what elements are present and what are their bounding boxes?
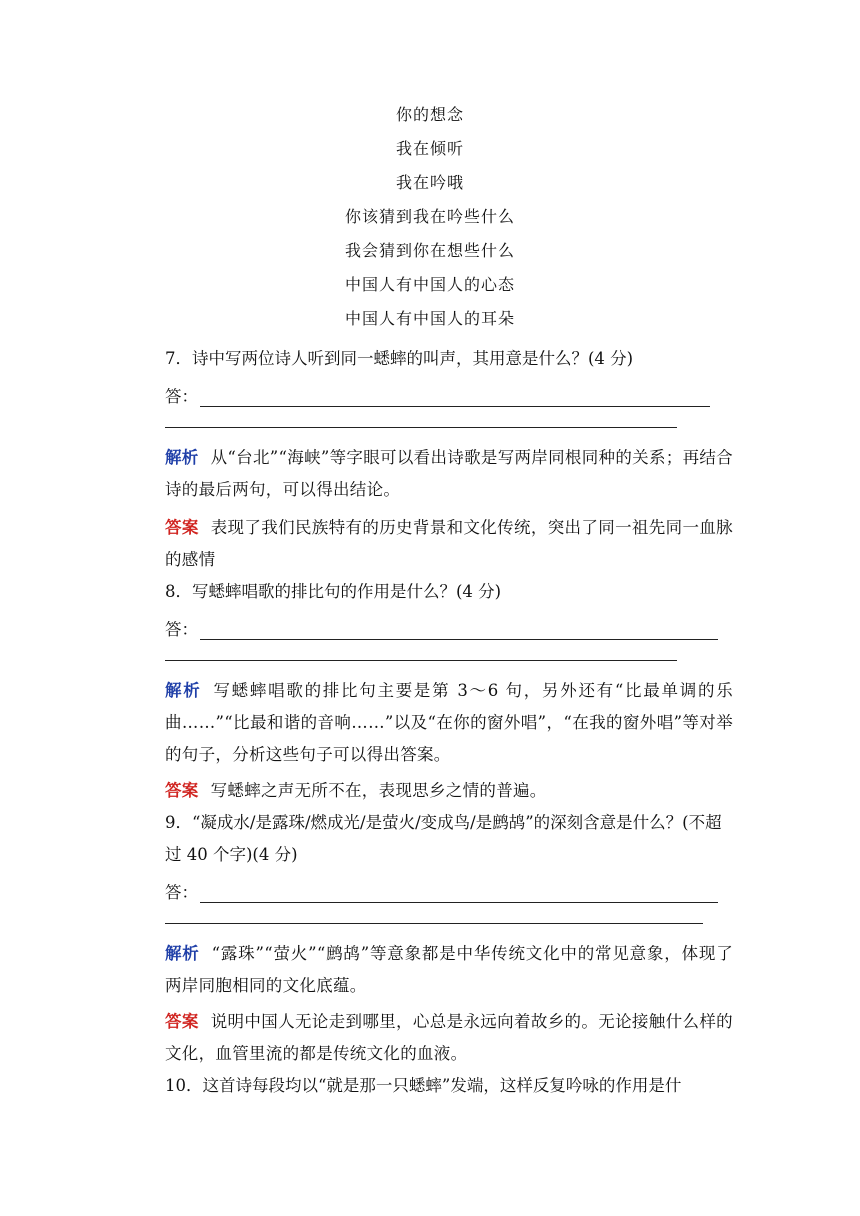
answer-tag: 答案	[165, 518, 199, 537]
analysis-label: 解析	[165, 681, 202, 700]
question-10: 10．这首诗每段均以“就是那一只蟋蟀”发端，这样反复吟咏的作用是什	[165, 1076, 682, 1095]
answer-text: 写蟋蟀之声无所不在，表现思乡之情的普遍。	[210, 781, 547, 800]
question-8: 8．写蟋蟀唱歌的排比句的作用是什么？(4 分)	[165, 582, 502, 601]
answer-text: 说明中国人无论走到哪里，心总是永远向着故乡的。无论接触什么样的文化，血管里流的都是传统文化的血液。	[165, 1012, 733, 1063]
answer-text: 表现了我们民族特有的历史背景和文化传统，突出了同一祖先同一血脉的感情	[165, 518, 733, 569]
answer-9	[165, 1006, 733, 1070]
answer-blank[interactable]	[200, 884, 718, 903]
answer-label: 答：	[165, 387, 198, 406]
analysis-text: 从“台北”“海峡”等字眼可以看出诗歌是写两岸同根同种的关系；再结合诗的最后两句，可以得出结论。	[165, 448, 733, 499]
poem-line: 中国人有中国人的耳朵	[344, 309, 515, 328]
answer-blank-2[interactable]	[165, 640, 677, 661]
answer-blank[interactable]	[200, 621, 718, 640]
analysis-text: “露珠”“萤火”“鹧鸪”等意象都是中华传统文化中的常见意象，体现了两岸同胞相同的文化底蕴。	[165, 944, 733, 995]
poem-line: 我会猜到你在想些什么	[344, 241, 515, 260]
analysis-label: 解析	[165, 944, 200, 963]
answer-7	[165, 512, 733, 576]
question-7: 7．诗中写两位诗人听到同一蟋蟀的叫声，其用意是什么？(4 分)	[165, 349, 634, 368]
answer-tag: 答案	[165, 1012, 199, 1031]
answer-line-8[interactable]	[165, 608, 733, 640]
answer-blank[interactable]	[200, 388, 710, 407]
analysis-text: 写蟋蟀唱歌的排比句主要是第 3～6 句，另外还有“比最单调的乐曲……”“比最和谐的音响……”以及“在你的窗外唱”，“在我的窗外唱”等对举的句子，分析这些句子可以得出答案。	[165, 681, 733, 764]
poem-line: 我在倾听	[395, 139, 464, 158]
answer-8	[165, 775, 733, 807]
poem-excerpt	[0, 102, 860, 340]
answer-label: 答：	[165, 883, 198, 902]
answer-label: 答：	[165, 620, 198, 639]
poem-line: 你的想念	[395, 105, 464, 124]
analysis-8	[165, 675, 733, 771]
poem-line: 中国人有中国人的心态	[344, 275, 515, 294]
answer-blank-2[interactable]	[165, 903, 703, 924]
answer-line-7[interactable]	[165, 375, 733, 407]
poem-line: 我在吟哦	[395, 173, 464, 192]
poem-line: 你该猜到我在吟些什么	[344, 207, 515, 226]
answer-blank-2[interactable]	[165, 407, 677, 428]
question-9: 9．“凝成水/是露珠/燃成光/是萤火/变成鸟/是鹧鸪”的深刻含意是什么？(不超过 40 个字)(4 分)	[165, 813, 722, 864]
answer-line-9[interactable]	[165, 871, 733, 903]
analysis-label: 解析	[165, 448, 199, 467]
questions-section	[165, 343, 733, 1102]
analysis-7	[165, 442, 733, 506]
analysis-9	[165, 938, 733, 1002]
answer-tag: 答案	[165, 781, 199, 800]
